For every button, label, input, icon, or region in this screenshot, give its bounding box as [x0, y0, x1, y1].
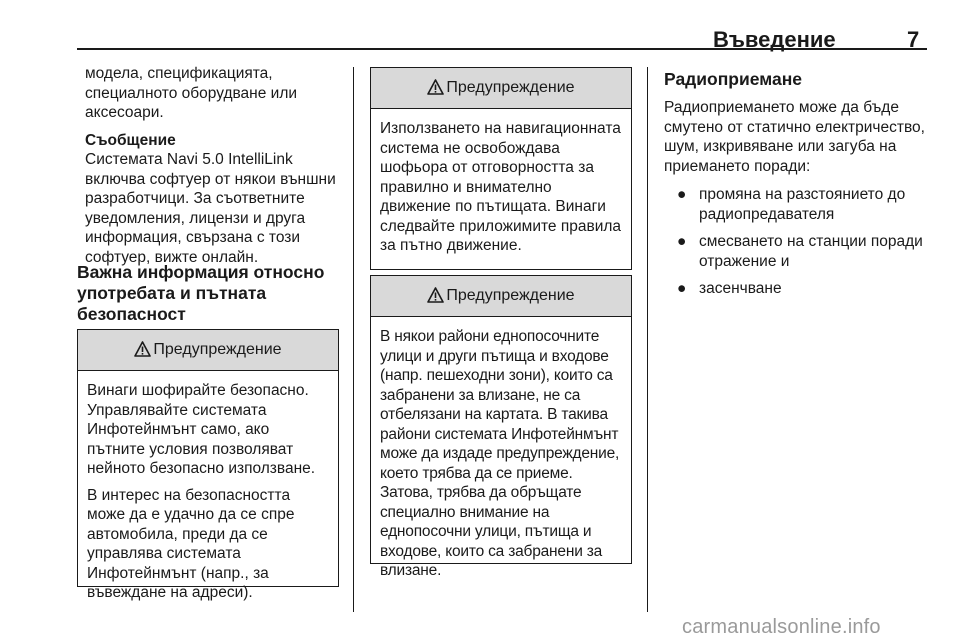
warning-paragraph: В интерес на безопасността може да е удачно да се спре автомобила, преди да се управлява системата Инфотейнмънт (напр., за въвеждане на адреси).	[87, 486, 295, 601]
bullet-icon: ●	[677, 280, 687, 297]
list-item	[664, 232, 929, 271]
cause-list	[664, 185, 929, 299]
warning-header	[371, 68, 631, 109]
column-divider-right	[647, 67, 648, 612]
intro-text: модела, спецификацията, специалното оборудване или аксесоари.	[85, 65, 298, 121]
warning-triangle-icon	[427, 287, 444, 303]
warning-header	[371, 276, 631, 317]
list-item-text: промяна на разстоянието до радиопредавателя	[699, 186, 906, 223]
warning-title: Предупреждение	[446, 79, 575, 96]
warning-paragraph: В някои райони еднопосочните улици и други пътища и входове (напр. пешеходни зони), които са забранени за влизане, не са отбелязани на картата. В такива райони системата Инфотейнмънт може да издаде предупреждение, което трябва да се приеме. Затова, трябва да обръщате специално внимание на еднопосочни улици, пътища и входове, които са забранени за влизане.	[380, 328, 620, 579]
warning-title: Предупреждение	[153, 341, 282, 358]
column-divider-left	[353, 67, 354, 612]
left-column	[85, 64, 347, 267]
list-item-text: засенчване	[699, 280, 782, 297]
page-header-title: Въведение	[713, 27, 836, 52]
warning-box-one-way	[370, 275, 632, 579]
warning-body	[371, 317, 631, 581]
warning-box-navigation	[370, 67, 632, 270]
page-number: 7	[907, 27, 920, 52]
warning-body	[78, 371, 338, 603]
warning-header	[78, 330, 338, 371]
warning-triangle-icon	[427, 79, 444, 95]
warning-paragraph: Винаги шофирайте безопасно. Управлявайте системата Инфотейнмънт само, ако пътните условия позволяват нейното безопасно използване.	[87, 382, 316, 477]
right-column	[664, 69, 929, 307]
bullet-icon: ●	[677, 186, 687, 203]
list-item	[664, 185, 929, 224]
header-rule	[77, 48, 927, 50]
warning-title: Предупреждение	[446, 287, 575, 304]
message-label: Съобщение	[85, 131, 176, 149]
warning-body	[371, 109, 631, 256]
warning-paragraph: Използването на навигационната система не освобождава шофьора от отговорността за правилно и внимателно движение по пътищата. Винаги следвайте приложимите правила за пътно движение.	[380, 120, 622, 254]
list-item-text: смесването на станции поради отражение и	[699, 233, 923, 270]
message-body: Системата Navi 5.0 IntelliLink включва софтуер от някои външни разработчици. За съответните уведомления, лицензи и друга информация, свързана с този софтуер, вижте онлайн.	[85, 151, 336, 266]
radio-heading: Радиоприемане	[664, 69, 803, 89]
watermark: carmanualsonline.info	[682, 616, 881, 638]
bullet-icon: ●	[677, 233, 687, 250]
safety-heading: Важна информация относно употребата и пътната безопасност	[77, 262, 325, 324]
radio-intro: Радиоприемането може да бъде смутено от статично електричество, шум, изкривяване или загуба на приемането поради:	[664, 99, 925, 175]
warning-triangle-icon	[134, 341, 151, 357]
list-item	[664, 279, 929, 299]
warning-box-safety	[77, 329, 339, 601]
